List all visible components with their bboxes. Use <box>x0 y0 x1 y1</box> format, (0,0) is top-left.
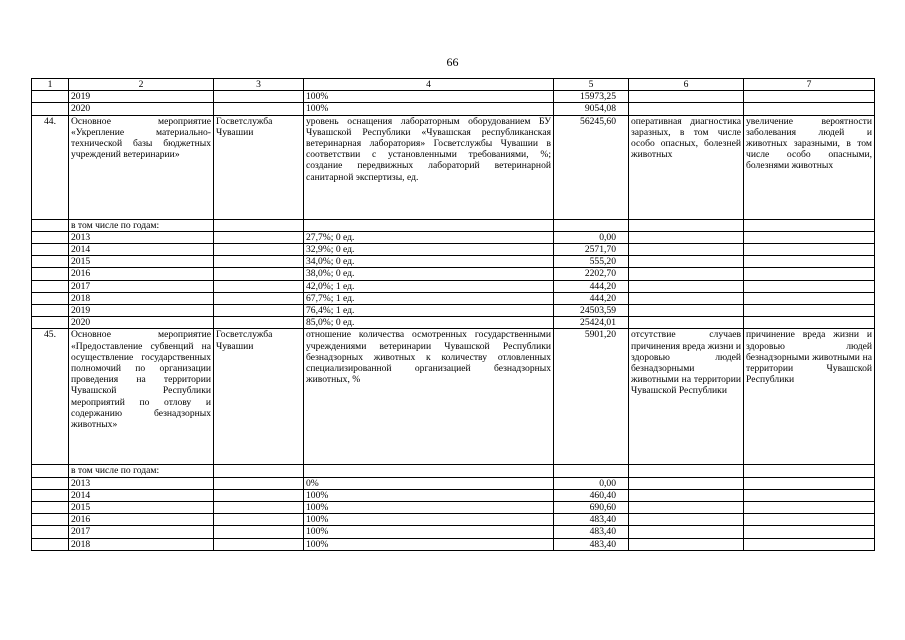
event-name: Основное мероприятие «Укрепление материально-технической базы бюджетных учреждений ветеринарии» <box>69 115 214 219</box>
amount-cell: 690,60 <box>554 502 629 514</box>
indicator-cell: 27,7%; 0 ед. <box>304 231 554 243</box>
indicator-cell: 100% <box>304 103 554 115</box>
header-cell: 3 <box>214 79 304 91</box>
year-row <box>32 317 875 329</box>
header-cell: 5 <box>554 79 629 91</box>
year-cell: 2013 <box>69 477 214 489</box>
header-cell: 7 <box>744 79 875 91</box>
amount-cell: 9054,08 <box>554 103 629 115</box>
amount-cell: 0,00 <box>554 231 629 243</box>
header-cell: 2 <box>69 79 214 91</box>
indicator-cell: 85,0%; 0 ед. <box>304 317 554 329</box>
year-cell: 2019 <box>69 91 214 103</box>
amount-cell: 15973,25 <box>554 91 629 103</box>
indicator-cell: 100% <box>304 489 554 501</box>
amount-cell: 25424,01 <box>554 317 629 329</box>
year-row <box>32 538 875 550</box>
program-table <box>31 78 875 551</box>
year-row <box>32 502 875 514</box>
indicator-cell: 34,0%; 0 ед. <box>304 256 554 268</box>
year-row <box>32 231 875 243</box>
indicator-description: отношение количества осмотренных государственными учреждениями ветеринарии Чувашской Республики безнадзорных животных к количеству отловленных специализированной организацией безнадзорных животных, % <box>304 329 554 465</box>
event-name: Основное мероприятие «Предоставление субвенций на осуществление государственных полномочий по организации проведения на территории Чувашской Республики мероприятий по отлову и содержанию безнадзорных животных» <box>69 329 214 465</box>
executor: Госветслужба Чувашии <box>214 329 304 465</box>
header-cell: 6 <box>629 79 744 91</box>
year-cell: 2014 <box>69 489 214 501</box>
event-row-45 <box>32 329 875 465</box>
year-row <box>32 103 875 115</box>
year-row <box>32 514 875 526</box>
subtitle-row <box>32 219 875 231</box>
indicator-cell: 76,4%; 1 ед. <box>304 305 554 317</box>
year-row <box>32 292 875 304</box>
indicator-cell: 100% <box>304 538 554 550</box>
year-cell: 2015 <box>69 256 214 268</box>
year-row <box>32 489 875 501</box>
amount-cell: 555,20 <box>554 256 629 268</box>
expected-result: оперативная диагностика заразных, в том числе особо опасных, болезней животных <box>629 115 744 219</box>
page-number: 66 <box>446 55 459 69</box>
year-cell: 2013 <box>69 231 214 243</box>
amount-cell: 2202,70 <box>554 268 629 280</box>
header-cell: 4 <box>304 79 554 91</box>
indicator-cell: 100% <box>304 526 554 538</box>
year-cell: 2016 <box>69 268 214 280</box>
indicator-cell: 100% <box>304 514 554 526</box>
amount-cell: 0,00 <box>554 477 629 489</box>
indicator-cell: 0% <box>304 477 554 489</box>
header-row <box>32 79 875 91</box>
indicator-cell: 38,0%; 0 ед. <box>304 268 554 280</box>
subtitle: в том числе по годам: <box>69 465 214 477</box>
total-amount: 5901,20 <box>554 329 629 465</box>
amount-cell: 483,40 <box>554 538 629 550</box>
expected-result: отсутствие случаев причинения вреда жизни и здоровью людей безнадзорными животными на территории Чувашской Республики <box>629 329 744 465</box>
subtitle-row <box>32 465 875 477</box>
amount-cell: 460,40 <box>554 489 629 501</box>
event-row-44 <box>32 115 875 219</box>
year-cell: 2015 <box>69 502 214 514</box>
total-amount: 56245,60 <box>554 115 629 219</box>
amount-cell: 2571,70 <box>554 244 629 256</box>
year-cell: 2019 <box>69 305 214 317</box>
year-cell: 2014 <box>69 244 214 256</box>
indicator-cell: 100% <box>304 91 554 103</box>
year-row <box>32 280 875 292</box>
subtitle: в том числе по годам: <box>69 219 214 231</box>
row-number: 45. <box>32 329 69 465</box>
year-cell: 2018 <box>69 538 214 550</box>
risk-consequence: увеличение вероятности заболевания людей и животных заразными, в том числе особо опасными, болезнями животных <box>744 115 875 219</box>
year-row <box>32 256 875 268</box>
amount-cell: 483,40 <box>554 526 629 538</box>
amount-cell: 24503,59 <box>554 305 629 317</box>
year-row <box>32 305 875 317</box>
year-row <box>32 526 875 538</box>
amount-cell: 483,40 <box>554 514 629 526</box>
indicator-cell: 100% <box>304 502 554 514</box>
year-cell: 2016 <box>69 514 214 526</box>
year-row <box>32 268 875 280</box>
risk-consequence: причинение вреда жизни и здоровью людей безнадзорными животными на территории Чувашской Республики <box>744 329 875 465</box>
year-cell: 2018 <box>69 292 214 304</box>
year-row <box>32 244 875 256</box>
year-row <box>32 477 875 489</box>
indicator-cell: 67,7%; 1 ед. <box>304 292 554 304</box>
year-cell: 2020 <box>69 317 214 329</box>
year-row <box>32 91 875 103</box>
amount-cell: 444,20 <box>554 280 629 292</box>
amount-cell: 444,20 <box>554 292 629 304</box>
row-number: 44. <box>32 115 69 219</box>
year-cell: 2020 <box>69 103 214 115</box>
indicator-cell: 42,0%; 1 ед. <box>304 280 554 292</box>
indicator-cell: 32,9%; 0 ед. <box>304 244 554 256</box>
indicator-description: уровень оснащения лабораторным оборудованием БУ Чувашской Республики «Чувашская республиканская ветеринарная лаборатория» Госветслужбы Чувашии в соответствии с установленными требованиями, %; создание передвижных лабораторий ветеринарной санитарной экспертизы, ед. <box>304 115 554 219</box>
year-cell: 2017 <box>69 526 214 538</box>
header-cell: 1 <box>32 79 69 91</box>
executor: Госветслужба Чувашии <box>214 115 304 219</box>
year-cell: 2017 <box>69 280 214 292</box>
